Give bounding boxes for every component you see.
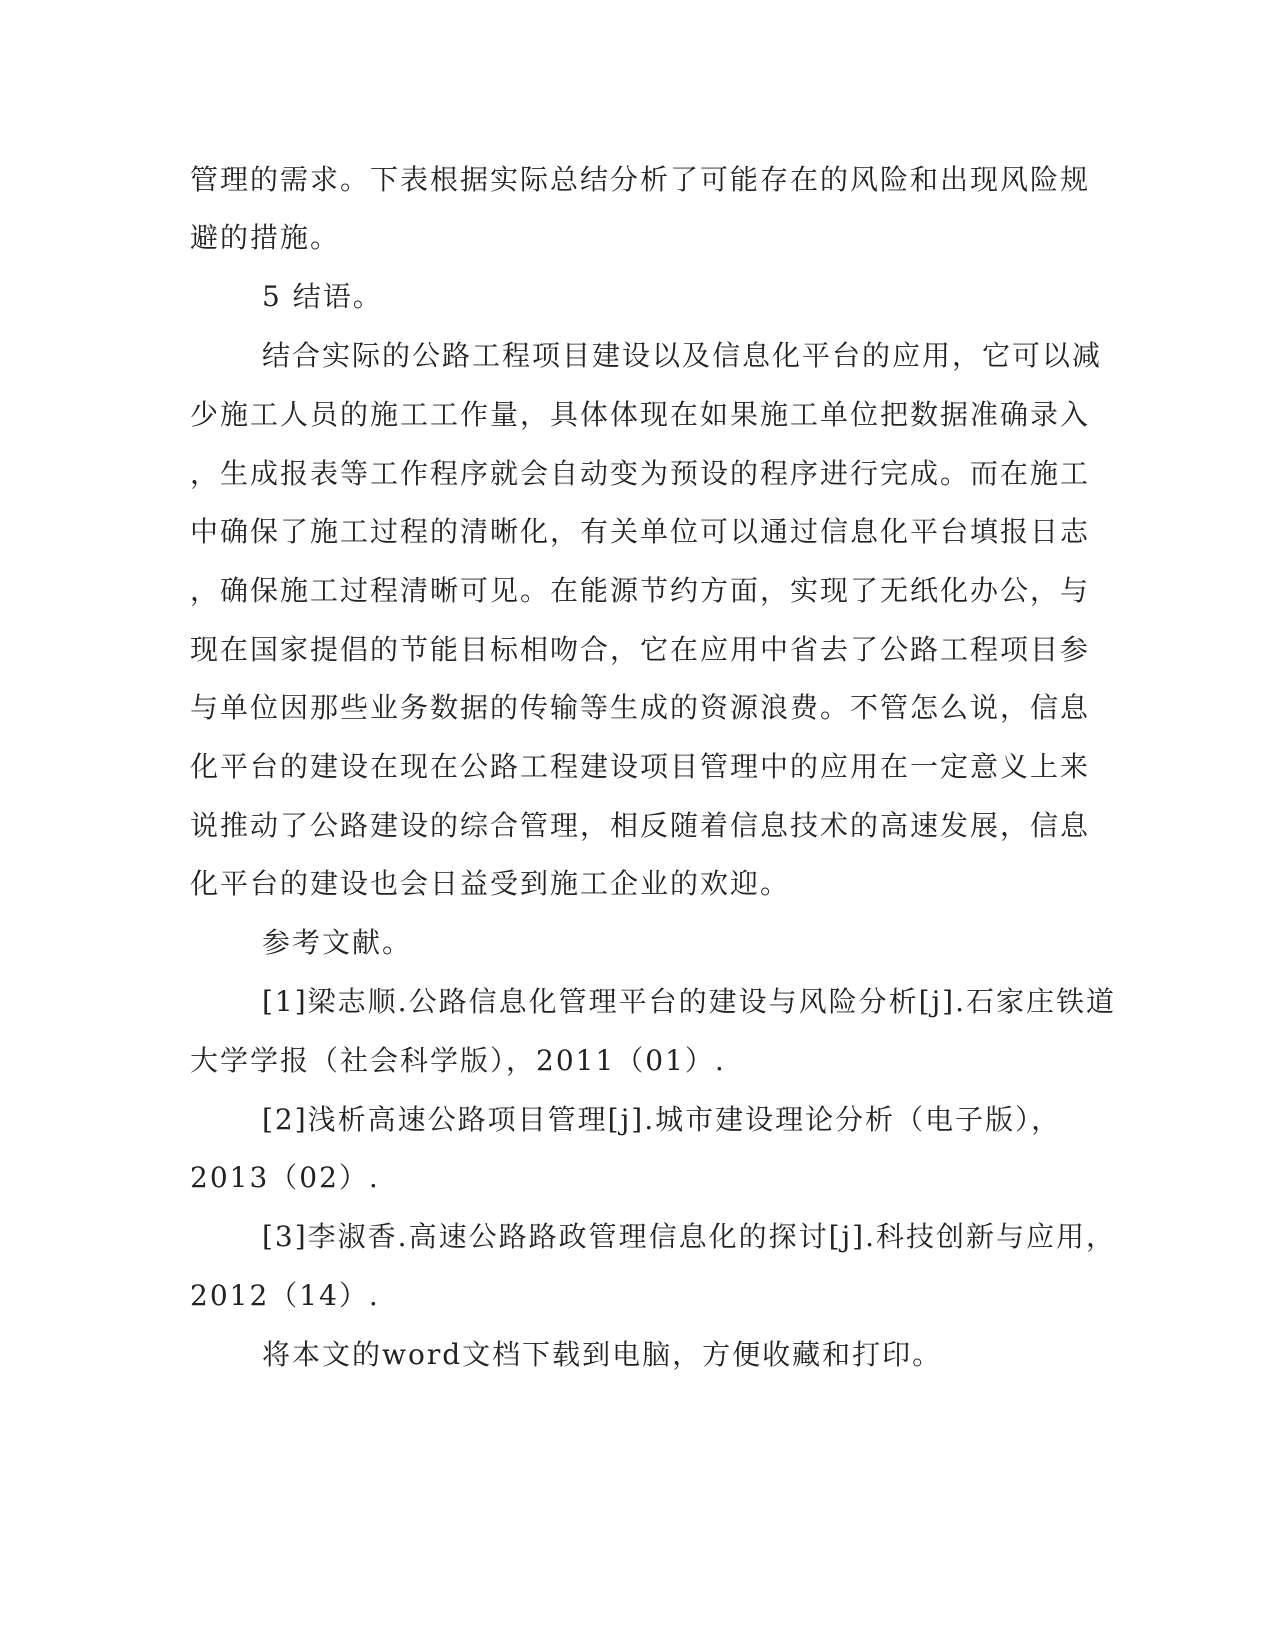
conclusion-line-6: 现在国家提倡的节能目标相吻合，它在应用中省去了公路工程项目参 (190, 633, 1091, 666)
reference-2-line-1: [2]浅析高速公路项目管理[j].城市建设理论分析（电子版）， (262, 1103, 1062, 1136)
reference-2-line-2: 2013（02）. (190, 1161, 380, 1194)
conclusion-line-5: ，确保施工过程清晰可见。在能源节约方面，实现了无纸化办公，与 (190, 574, 1091, 607)
conclusion-line-4: 中确保了施工过程的清晰化，有关单位可以通过信息化平台填报日志 (190, 515, 1091, 548)
reference-3-line-2: 2012（14）. (190, 1279, 380, 1312)
reference-1-line-2: 大学学报（社会科学版），2011（01）. (190, 1044, 726, 1077)
intro-line-1: 管理的需求。下表根据实际总结分析了可能存在的风险和出现风险规 (190, 163, 1091, 196)
intro-line-2: 避的措施。 (190, 221, 341, 254)
reference-1-line-1: [1]梁志顺.公路信息化管理平台的建设与风险分析[j].石家庄铁道 (262, 985, 1116, 1018)
conclusion-line-1: 结合实际的公路工程项目建设以及信息化平台的应用，它可以减 (262, 339, 1103, 372)
conclusion-line-8: 化平台的建设在现在公路工程建设项目管理中的应用在一定意义上来 (190, 750, 1091, 783)
reference-3-line-1: [3]李淑香.高速公路路政管理信息化的探讨[j].科技创新与应用， (262, 1220, 1116, 1253)
conclusion-line-10: 化平台的建设也会日益受到施工企业的欢迎。 (190, 867, 791, 900)
conclusion-line-9: 说推动了公路建设的综合管理，相反随着信息技术的高速发展，信息 (190, 809, 1091, 842)
conclusion-line-3: ，生成报表等工作程序就会自动变为预设的程序进行完成。而在施工 (190, 457, 1091, 490)
section-heading: 5 结语。 (262, 280, 383, 313)
references-heading: 参考文献。 (262, 926, 413, 959)
conclusion-line-2: 少施工人员的施工工作量，具体体现在如果施工单位把数据准确录入 (190, 398, 1091, 431)
download-note: 将本文的word文档下载到电脑，方便收藏和打印。 (262, 1338, 943, 1371)
conclusion-line-7: 与单位因那些业务数据的传输等生成的资源浪费。不管怎么说，信息 (190, 691, 1091, 724)
